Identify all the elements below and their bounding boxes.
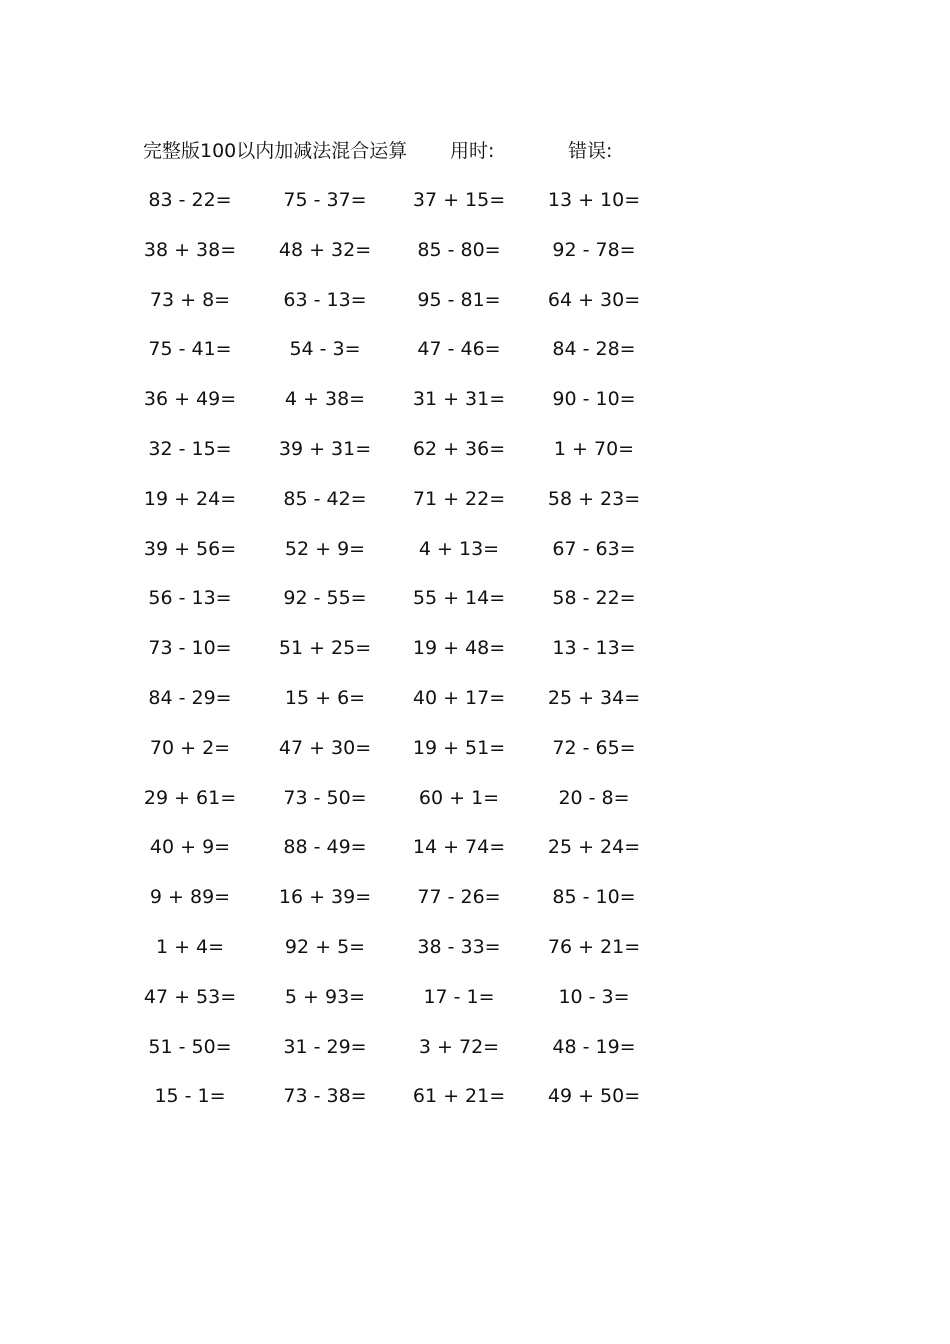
- problem: 75 - 41=: [148, 338, 232, 361]
- problem: 58 + 23=: [547, 487, 641, 510]
- problem: 10 - 3=: [558, 985, 630, 1008]
- problem-row: [0, 581, 950, 631]
- problem-row: [0, 880, 950, 930]
- problem-row: [0, 332, 950, 382]
- problem: 9 + 89=: [149, 886, 231, 909]
- problem: 73 + 8=: [149, 288, 231, 311]
- problem: 63 - 13=: [283, 288, 367, 311]
- worksheet-header: [0, 134, 950, 168]
- problem: 25 + 34=: [547, 686, 641, 709]
- problem: 48 - 19=: [552, 1035, 636, 1058]
- error-label: 错误:: [568, 140, 613, 162]
- problem: 32 - 15=: [148, 437, 232, 460]
- problem: 38 + 38=: [143, 238, 237, 261]
- problem: 85 - 80=: [417, 238, 501, 261]
- problem: 92 + 5=: [284, 935, 366, 958]
- problem-row: [0, 781, 950, 831]
- problem-row: [0, 631, 950, 681]
- worksheet-title: 完整版100以内加减法混合运算: [143, 140, 408, 162]
- problem: 83 - 22=: [148, 189, 232, 211]
- problem: 29 + 61=: [143, 786, 237, 809]
- problem: 51 - 50=: [148, 1035, 232, 1058]
- problem: 84 - 29=: [148, 686, 232, 709]
- problem: 47 + 30=: [278, 736, 372, 759]
- problem-row: [0, 233, 950, 283]
- problem: 17 - 1=: [423, 985, 495, 1008]
- time-label: 用时:: [450, 140, 495, 162]
- problem: 37 + 15=: [412, 189, 506, 211]
- problem: 1 + 4=: [155, 935, 225, 958]
- problem: 13 + 10=: [547, 189, 641, 211]
- problem: 3 + 72=: [418, 1035, 500, 1058]
- problem: 85 - 42=: [283, 487, 367, 510]
- problem: 19 + 24=: [143, 487, 237, 510]
- problem: 88 - 49=: [283, 836, 367, 859]
- problem: 73 - 50=: [283, 786, 367, 809]
- problem: 62 + 36=: [412, 437, 506, 460]
- problem: 40 + 17=: [412, 686, 506, 709]
- problem: 15 - 1=: [154, 1085, 226, 1108]
- problem: 75 - 37=: [283, 189, 367, 211]
- problem: 64 + 30=: [547, 288, 641, 311]
- problem: 70 + 2=: [149, 736, 231, 759]
- problem: 67 - 63=: [552, 537, 636, 560]
- problem: 90 - 10=: [552, 388, 636, 411]
- problem: 56 - 13=: [148, 587, 232, 610]
- problem-row: [0, 283, 950, 333]
- problem: 1 + 70=: [553, 437, 635, 460]
- problem: 40 + 9=: [149, 836, 231, 859]
- problem: 58 - 22=: [552, 587, 636, 610]
- problem: 73 - 38=: [283, 1085, 367, 1108]
- problem: 20 - 8=: [558, 786, 630, 809]
- problem: 38 - 33=: [417, 935, 501, 958]
- problem: 95 - 81=: [417, 288, 501, 311]
- problem-row: [0, 830, 950, 880]
- problem: 14 + 74=: [412, 836, 506, 859]
- problem: 71 + 22=: [412, 487, 506, 510]
- problem-row: [0, 432, 950, 482]
- problem: 39 + 31=: [278, 437, 372, 460]
- problem-grid: [0, 183, 950, 1129]
- problem: 84 - 28=: [552, 338, 636, 361]
- problem: 5 + 93=: [284, 985, 366, 1008]
- problem: 51 + 25=: [278, 637, 372, 660]
- problem: 76 + 21=: [547, 935, 641, 958]
- problem-row: [0, 183, 950, 233]
- problem: 16 + 39=: [278, 886, 372, 909]
- problem-row: [0, 681, 950, 731]
- problem: 73 - 10=: [148, 637, 232, 660]
- problem-row: [0, 731, 950, 781]
- problem: 49 + 50=: [547, 1085, 641, 1108]
- problem: 31 - 29=: [283, 1035, 367, 1058]
- problem: 19 + 48=: [412, 637, 506, 660]
- problem: 60 + 1=: [418, 786, 500, 809]
- problem: 52 + 9=: [284, 537, 366, 560]
- problem: 39 + 56=: [143, 537, 237, 560]
- problem: 31 + 31=: [412, 388, 506, 411]
- problem-row: [0, 482, 950, 532]
- problem: 92 - 55=: [283, 587, 367, 610]
- problem: 92 - 78=: [552, 238, 636, 261]
- problem: 25 + 24=: [547, 836, 641, 859]
- problem: 55 + 14=: [412, 587, 506, 610]
- problem: 4 + 13=: [418, 537, 500, 560]
- problem: 77 - 26=: [417, 886, 501, 909]
- problem: 85 - 10=: [552, 886, 636, 909]
- problem: 36 + 49=: [143, 388, 237, 411]
- problem: 54 - 3=: [289, 338, 361, 361]
- problem: 48 + 32=: [278, 238, 372, 261]
- problem: 61 + 21=: [412, 1085, 506, 1108]
- problem: 4 + 38=: [284, 388, 366, 411]
- problem-row: [0, 532, 950, 582]
- problem-row: [0, 382, 950, 432]
- problem: 72 - 65=: [552, 736, 636, 759]
- problem-row: [0, 1030, 950, 1080]
- problem: 47 + 53=: [143, 985, 237, 1008]
- problem-row: [0, 980, 950, 1030]
- problem: 13 - 13=: [552, 637, 636, 660]
- problem-row: [0, 930, 950, 980]
- problem-row: [0, 1079, 950, 1129]
- problem: 15 + 6=: [284, 686, 366, 709]
- problem: 47 - 46=: [417, 338, 501, 361]
- problem: 19 + 51=: [412, 736, 506, 759]
